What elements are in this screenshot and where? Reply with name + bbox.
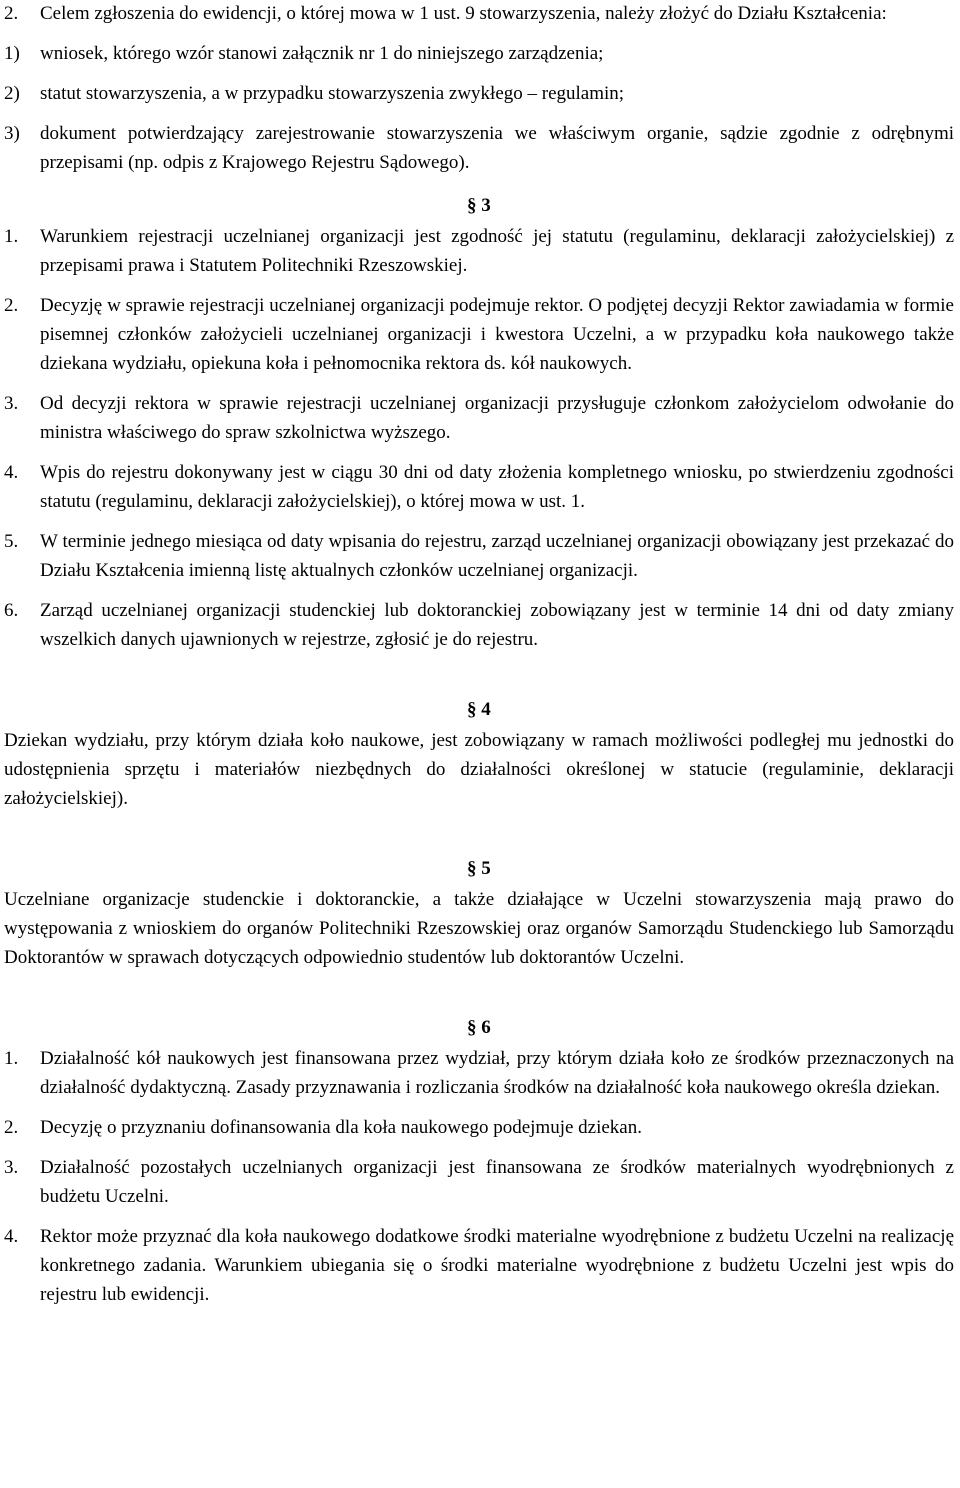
paragraph-number: 2. <box>4 295 19 316</box>
paragraph-number: 3. <box>4 393 19 414</box>
section-3-item <box>4 596 954 654</box>
section-6-item <box>4 1044 954 1102</box>
paragraph-number: 1. <box>4 226 19 247</box>
section-heading-6 <box>4 972 954 1044</box>
document-page <box>4 0 954 1309</box>
intro-subitem <box>4 119 954 177</box>
paragraph-text: Celem zgłoszenia do ewidencji, o której mowa w 1 ust. 9 stowarzyszenia, należy złożyć do Działu Kształcenia: <box>40 3 887 24</box>
paragraph-number: 1. <box>4 1048 19 1069</box>
section-3-item <box>4 458 954 516</box>
paragraph-number: 2. <box>4 3 19 24</box>
intro-paragraph <box>4 0 954 28</box>
paragraph-number: 3. <box>4 1157 19 1178</box>
subitem-number: 3) <box>4 123 20 144</box>
section-heading-text: § 5 <box>467 858 491 879</box>
paragraph-number: 6. <box>4 600 19 621</box>
paragraph-text: Działalność pozostałych uczelnianych organizacji jest finansowana ze środków materialnych wyodrębnionych z budżetu Uczelni. <box>40 1157 954 1207</box>
section-3-item <box>4 389 954 447</box>
subitem-number: 1) <box>4 43 20 64</box>
subitem-text: wniosek, którego wzór stanowi załącznik nr 1 do niniejszego zarządzenia; <box>40 43 604 64</box>
paragraph-text: Rektor może przyznać dla koła naukowego dodatkowe środki materialne wyodrębnione z budżetu Uczelni na realizację konkretnego zadania. Warunkiem ubiegania się o środki materialne wyodrębnione z budżetu Uczelni jest wpis do rejestru lub ewidencji. <box>40 1226 954 1305</box>
paragraph-text: Wpis do rejestru dokonywany jest w ciągu 30 dni od daty złożenia kompletnego wniosku, po stwierdzeniu zgodności statutu (regulaminu, deklaracji założycielskiej), o której mowa w ust. 1. <box>40 462 954 512</box>
section-heading-3 <box>4 177 954 222</box>
section-6-item <box>4 1222 954 1309</box>
paragraph-text: Decyzję w sprawie rejestracji uczelnianej organizacji podejmuje rektor. O podjętej decyzji Rektor zawiadamia w formie pisemnej członków założycieli uczelnianej organizacji i kwestora Uczelni, a w przypadku koła naukowego także dziekana wydziału, opiekuna koła i pełnomocnika rektora ds. kół naukowych. <box>40 295 954 374</box>
paragraph-text: Od decyzji rektora w sprawie rejestracji uczelnianej organizacji przysługuje członkom założycielom odwołanie do ministra właściwego do spraw szkolnictwa wyższego. <box>40 393 954 443</box>
paragraph-text: W terminie jednego miesiąca od daty wpisania do rejestru, zarząd uczelnianej organizacji obowiązany jest przekazać do Działu Kształcenia imienną listę aktualnych członków uczelnianej organizacji. <box>40 531 954 581</box>
section-4-text: Dziekan wydziału, przy którym działa koło naukowe, jest zobowiązany w ramach możliwości podległej mu jednostki do udostępnienia sprzętu i materiałów niezbędnych do działalności określonej w statucie (regulaminie, deklaracji założycielskiej). <box>4 730 954 809</box>
subitem-text: dokument potwierdzający zarejestrowanie stowarzyszenia we właściwym organie, sądzie zgodnie z odrębnymi przepisami (np. odpis z Krajowego Rejestru Sądowego). <box>40 123 954 173</box>
section-heading-text: § 3 <box>467 195 491 216</box>
paragraph-text: Decyzję o przyznaniu dofinansowania dla koła naukowego podejmuje dziekan. <box>40 1117 642 1138</box>
section-5-text: Uczelniane organizacje studenckie i doktoranckie, a także działające w Uczelni stowarzyszenia mają prawo do występowania z wnioskiem do organów Politechniki Rzeszowskiej oraz organów Samorządu Studenckiego lub Samorządu Doktorantów w sprawach dotyczących odpowiednio studentów lub doktorantów Uczelni. <box>4 889 954 968</box>
section-6-item <box>4 1153 954 1211</box>
section-heading-4 <box>4 654 954 726</box>
section-heading-text: § 4 <box>467 699 491 720</box>
paragraph-text: Warunkiem rejestracji uczelnianej organizacji jest zgodność jej statutu (regulaminu, deklaracji założycielskiej) z przepisami prawa i Statutem Politechniki Rzeszowskiej. <box>40 226 954 276</box>
paragraph-number: 4. <box>4 462 19 483</box>
section-3-item <box>4 291 954 378</box>
paragraph-text: Zarząd uczelnianej organizacji studenckiej lub doktoranckiej zobowiązany jest w terminie 14 dni od daty zmiany wszelkich danych ujawnionych w rejestrze, zgłosić je do rejestru. <box>40 600 954 650</box>
subitem-text: statut stowarzyszenia, a w przypadku stowarzyszenia zwykłego – regulamin; <box>40 83 625 104</box>
intro-subitem <box>4 79 954 108</box>
section-heading-5 <box>4 813 954 885</box>
intro-subitem <box>4 39 954 68</box>
section-heading-text: § 6 <box>467 1017 491 1038</box>
subitem-number: 2) <box>4 83 20 104</box>
paragraph-number: 5. <box>4 531 19 552</box>
section-3-item <box>4 222 954 280</box>
section-6-item <box>4 1113 954 1142</box>
paragraph-number: 4. <box>4 1226 19 1247</box>
paragraph-number: 2. <box>4 1117 19 1138</box>
paragraph-text: Działalność kół naukowych jest finansowana przez wydział, przy którym działa koło ze środków przeznaczonych na działalność dydaktyczną. Zasady przyznawania i rozliczania środków na działalność koła naukowego określa dziekan. <box>40 1048 954 1098</box>
section-3-item <box>4 527 954 585</box>
